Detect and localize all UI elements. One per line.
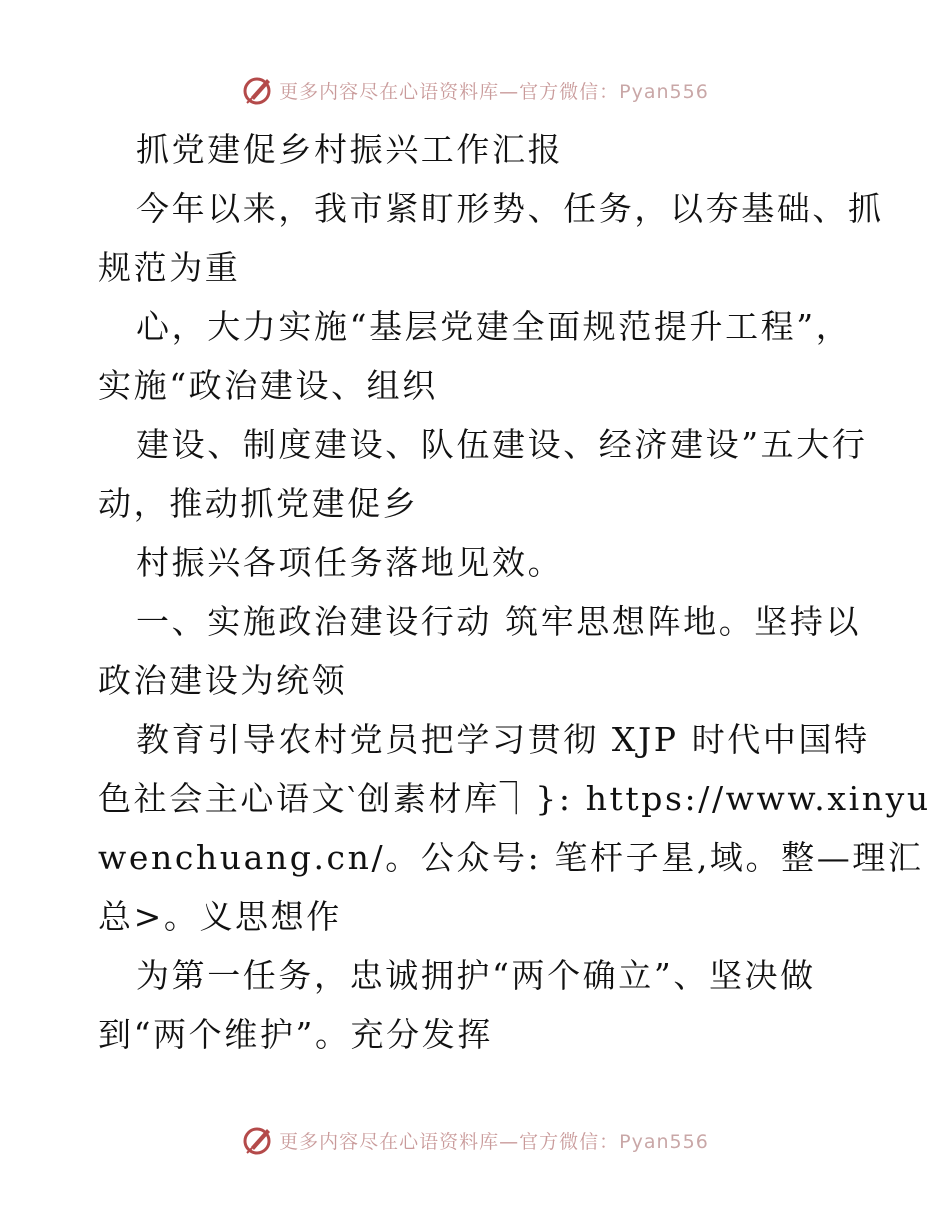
paragraph-line: 村振兴各项任务落地见效。 xyxy=(136,543,564,582)
paragraph-line: 心，大力实施“基层党建全面规范提升工程”， xyxy=(136,307,852,346)
paragraph-line: 色社会主心语文‵创素材库⏋}: https://www.xinyu xyxy=(98,779,931,818)
paragraph-line: 教育引导农村党员把学习贯彻 XJP 时代中国特 xyxy=(136,720,870,759)
paragraph-line: wenchuang.cn/。公众号: 笔杆子星,域。整—理汇 xyxy=(98,838,924,877)
paragraph-line: 建设、制度建设、队伍建设、经济建设”五大行 xyxy=(136,425,868,464)
doc-title: 抓党建促乡村振兴工作汇报 xyxy=(136,130,564,169)
paragraph-line: 动，推动抓党建促乡 xyxy=(98,484,419,523)
paragraph-line: 到“两个维护”。充分发挥 xyxy=(98,1015,493,1054)
paragraph-line: 为第一任务，忠诚拥护“两个确立”、坚决做 xyxy=(136,956,816,995)
paragraph-line: 总>。义思想作 xyxy=(98,897,342,936)
wechat-id: Pyan556 xyxy=(619,80,709,103)
banner-text: 更多内容尽在心语资料库—官方微信：Pyan556 xyxy=(279,1130,709,1153)
quill-logo-icon xyxy=(241,73,275,107)
wechat-id: Pyan556 xyxy=(619,1130,709,1153)
paragraph-line: 今年以来，我市紧盯形势、任务，以夯基础、抓 xyxy=(136,189,884,228)
paragraph-line: 规范为重 xyxy=(98,248,241,287)
quill-logo-icon xyxy=(241,1123,275,1157)
paragraph-line: 实施“政治建设、组织 xyxy=(98,366,438,405)
footer-banner xyxy=(0,1120,950,1160)
banner-text: 更多内容尽在心语资料库—官方微信：Pyan556 xyxy=(279,80,709,103)
header-banner xyxy=(0,70,950,110)
section-heading-line: 一、实施政治建设行动 筑牢思想阵地。坚持以 xyxy=(136,602,862,641)
paragraph-line: 政治建设为统领 xyxy=(98,661,348,700)
document-body xyxy=(98,120,931,1064)
